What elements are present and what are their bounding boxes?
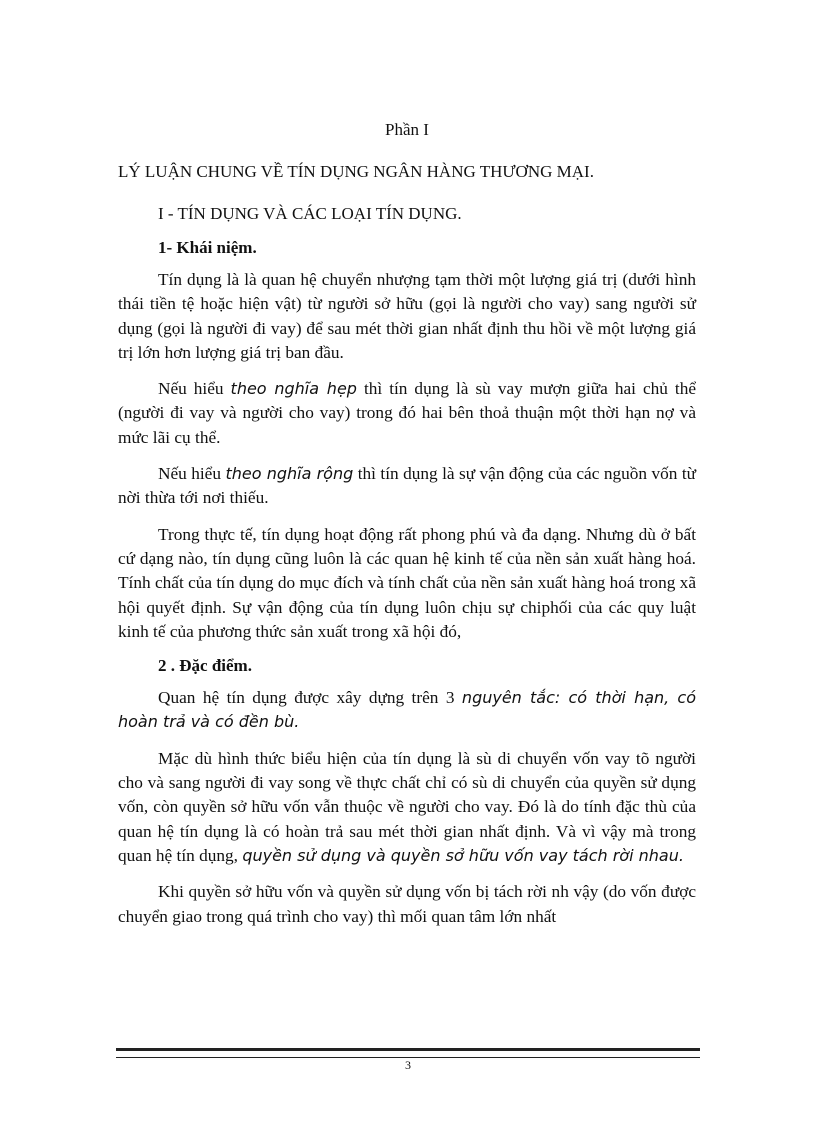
text-run: thì tín dụng là sự vận động của các nguồn vốn từ nời thừa tới nơi thiếu.: [118, 464, 696, 508]
chapter-title: LÝ LUẬN CHUNG VỀ TÍN DỤNG NGÂN HÀNG THƯƠNG MẠI.: [118, 162, 594, 181]
emphasis-narrow-sense: theo nghĩa hẹp: [230, 379, 357, 399]
text-run: Nếu hiểu: [158, 379, 231, 399]
section-title: I - TÍN DỤNG VÀ CÁC LOẠI TÍN DỤNG.: [158, 204, 462, 223]
page-body: [118, 120, 696, 941]
paragraph-principles: [118, 686, 696, 735]
paragraph-transfer: [118, 747, 696, 868]
subsection-title-concept: 1- Khái niệm.: [158, 238, 257, 257]
emphasis-separation: quyền sử dụng và quyền sở hữu vốn vay tách rời nhau.: [242, 845, 684, 865]
emphasis-broad-sense: theo nghĩa rộng: [225, 464, 354, 484]
paragraph-broad-sense: [118, 462, 696, 511]
paragraph-narrow-sense: [118, 377, 696, 450]
footer-divider: [116, 1048, 700, 1058]
text-run: Quan hệ tín dụng được xây dựng trên 3: [158, 688, 462, 708]
part-title: Phần I: [385, 120, 429, 139]
paragraph-definition: Tín dụng là là quan hệ chuyển nhượng tạm thời một lượng giá trị (dưới hình thái tiền tệ hoặc hiện vật) từ người sở hữu (gọi là người cho vay) sang người sử dụng (gọi là người đi vay) để sau mét thời gian nhất định thu hồi về một lượng giá trị lớn hơn lượng giá trị ban đầu.: [118, 270, 696, 362]
paragraph-ownership: Khi quyền sở hữu vốn và quyền sử dụng vốn bị tách rời nh vậy (do vốn được chuyển giao trong quá trình cho vay) thì mối quan tâm lớn nhất: [118, 882, 696, 926]
paragraph-practice: Trong thực tế, tín dụng hoạt động rất phong phú và đa dạng. Nhưng dù ở bất cứ dạng nào, tín dụng cũng luôn là các quan hệ kinh tế của nền sản xuất hàng hoá. Tính chất của tín dụng do mục đích và tính chất của nền sản xuất hàng hoá trong xã hội quyết định. Sự vận động của tín dụng luôn chịu sự chiphối của các quy luật kinh tế của phương thức sản xuất trong xã hội đó,: [118, 524, 696, 641]
text-run: Nếu hiểu: [158, 464, 226, 484]
subsection-title-characteristics: 2 . Đặc điểm.: [158, 656, 252, 676]
text-run: Mặc dù hình thức biểu hiện của tín dụng là sù di chuyển vốn vay tõ người cho và sang người đi vay song về thực chất chỉ có sù di chuyển của quyền sử dụng vốn, còn quyền sở hữu vốn vẫn thuộc về người cho vay. Đó là do tính đặc thù của quan hệ tín dụng là có hoàn trả sau mét thời gian nhất định. Và vì vậy mà trong quan hệ tín dụng,: [118, 748, 696, 865]
text-run: thì tín dụng là sù vay mượn giữa hai chủ thể (người đi vay và người cho vay) trong đó hai bên thoả thuận một thời hạn nợ và mức lãi cụ thể.: [118, 379, 697, 447]
page-number: 3: [405, 1058, 411, 1072]
emphasis-principles: nguyên tắc: có thời hạn, có hoàn trả và có đền bù.: [118, 688, 697, 732]
